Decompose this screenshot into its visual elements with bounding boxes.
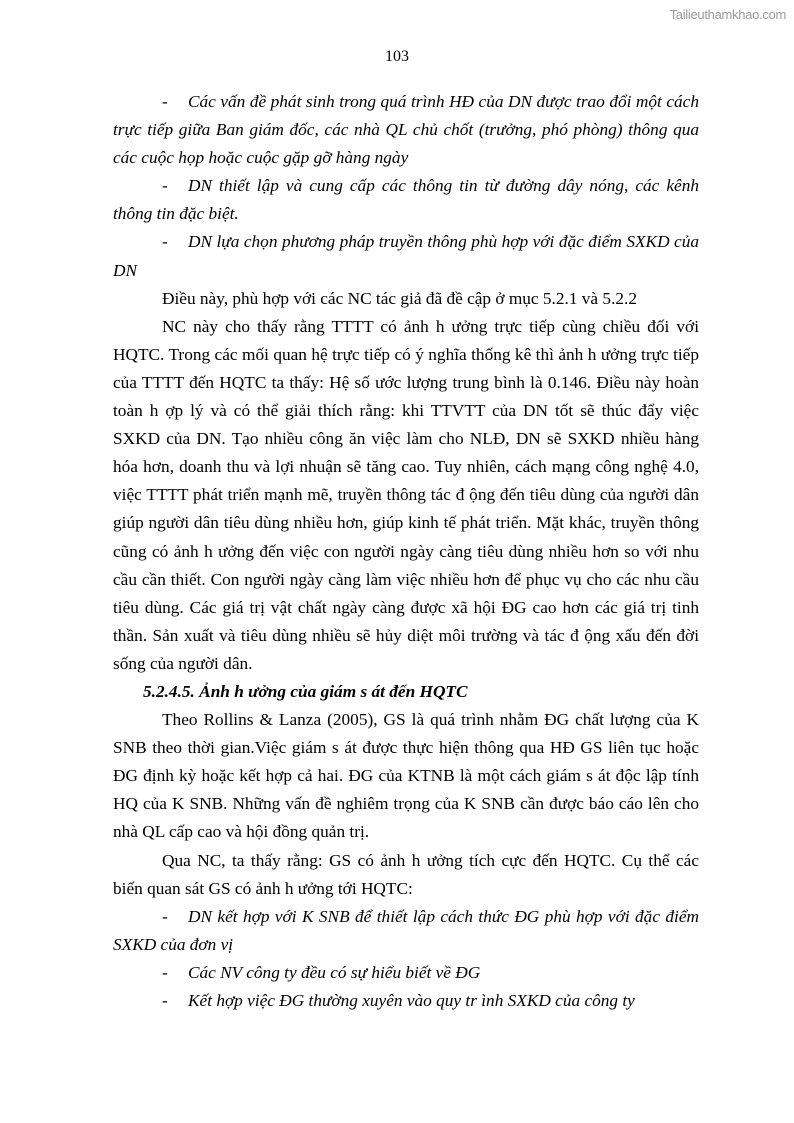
bullet-item (113, 88, 699, 172)
watermark: Tailieuthamkhao.com (669, 7, 786, 22)
bullet-text: Kết hợp việc ĐG thường xuyên vào quy tr ình SXKD của công ty (188, 991, 635, 1010)
document-body (113, 88, 699, 1015)
bullet-text: DN thiết lập và cung cấp các thông tin từ đường dây nóng, các kênh thông tin đặc biệt. (113, 176, 699, 224)
dash-marker: - (162, 962, 168, 982)
bullet-item (113, 903, 699, 959)
dash-marker: - (162, 991, 168, 1010)
bullet-text: Các vấn đề phát sinh trong quá trình HĐ của DN được trao đổi một cách trực tiếp giữa Ban giám đốc, các nhà QL chủ chốt (trưởng, phó phòng) thông qua các cuộc họp hoặc cuộc gặp gỡ hàng ngày (113, 92, 699, 168)
dash-marker: - (162, 232, 168, 252)
paragraph: Theo Rollins & Lanza (2005), GS là quá trình nhằm ĐG chất lượng của K SNB theo thời gian.Việc giám s át được thực hiện thông qua HĐ GS liên tục hoặc ĐG định kỳ hoặc kết hợp cả hai. ĐG của KTNB là một cách giám s át độc lập tính HQ của K SNB. Những vấn đề nghiêm trọng của K SNB cần được báo cáo lên cho nhà QL cấp cao và hội đồng quản trị. (113, 710, 699, 842)
section-heading: 5.2.4.5. Ảnh h ưởng của giám s át đến HQTC (143, 681, 468, 701)
bullet-text: DN kết hợp với K SNB để thiết lập cách thức ĐG phù hợp với đặc điểm SXKD của đơn vị (113, 906, 699, 954)
dash-marker: - (162, 176, 168, 196)
bullet-text: DN lựa chọn phương pháp truyền thông phù hợp với đặc điểm SXKD của DN (113, 232, 699, 280)
dash-marker: - (162, 906, 168, 926)
bullet-item (113, 959, 699, 987)
bullet-text: Các NV công ty đều có sự hiểu biết về ĐG (188, 962, 481, 982)
paragraph: Qua NC, ta thấy rằng: GS có ảnh h ưởng tích cực đến HQTC. Cụ thể các biến quan sát GS có ảnh h ưởng tới HQTC: (113, 850, 699, 898)
bullet-item (113, 987, 699, 1015)
dash-marker: - (162, 92, 168, 111)
paragraph: Điều này, phù hợp với các NC tác giả đã đề cập ở mục 5.2.1 và 5.2.2 (162, 288, 637, 308)
paragraph: NC này cho thấy rằng TTTT có ảnh h ưởng trực tiếp cùng chiều đối với HQTC. Trong các mối quan hệ trực tiếp có ý nghĩa thống kê thì ảnh h ưởng trực tiếp của TTTT đến HQTC ta thấy: Hệ số ước lượng trung bình là 0.146. Điều này hoàn toàn h ợp lý và có thể giải thích rằng: khi TTVTT của DN tốt sẽ thúc đẩy việc SXKD của DN. Tạo nhiều công ăn việc làm cho NLĐ, DN sẽ SXKD nhiều hàng hóa hơn, doanh thu và lợi nhuận sẽ tăng cao. Tuy nhiên, cách mạng công nghệ 4.0, việc TTTT phát triển mạnh mẽ, truyền thông tác đ ộng đến tiêu dùng của người dân giúp người dân tiêu dùng nhiều hơn, giúp kinh tế phát triển. Mặt khác, truyền thông cũng có ảnh h ưởng đến việc con người ngày càng tiêu dùng nhiều hơn so với nhu cầu cần thiết. Con người ngày càng làm việc nhiều hơn để phục vụ cho các nhu cầu tiêu dùng. Các giá trị vật chất ngày càng được xã hội ĐG cao hơn các giá trị tinh thần. Sản xuất và tiêu dùng nhiều sẽ hủy diệt môi trường và tác đ ộng xấu đến đời sống của người dân. (113, 316, 699, 673)
bullet-item (113, 228, 699, 284)
bullet-item (113, 172, 699, 228)
page-number: 103 (385, 48, 409, 65)
